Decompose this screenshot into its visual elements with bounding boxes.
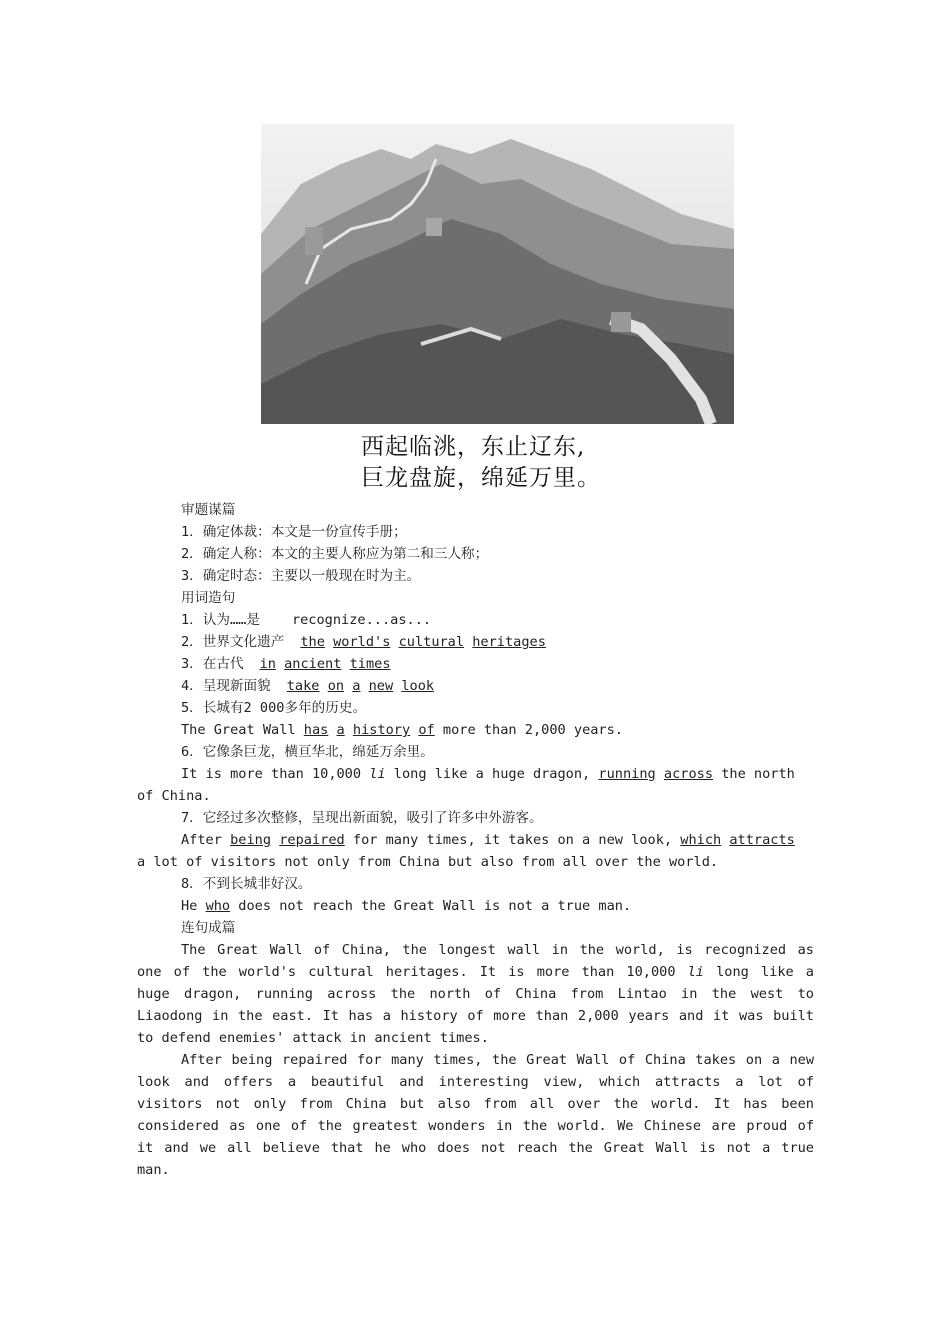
text-span: The Great Wall [181, 722, 304, 738]
text-span: one of the world's cultural heritages. It is more than 10,000 [137, 964, 688, 980]
essay-p1-line: huge dragon, running across the north of China from Lintao in the west to [137, 986, 814, 1002]
vocab-heading: 用词造句 [181, 590, 236, 606]
sentence-6-en [181, 763, 795, 785]
sentence-6-en-cont: of China. [137, 788, 211, 804]
sentence-6-cn: 6．它像条巨龙，横亘华北，绵延万余里。 [181, 744, 434, 760]
underlined-word: repaired [279, 832, 345, 848]
phrase-3-word: ancient [284, 656, 342, 672]
essay-p2-line: After being repaired for many times, the Great Wall of China takes on a new [181, 1052, 814, 1068]
essay-p2-line: visitors not only from China but also from all over the world. It has been [137, 1096, 814, 1112]
phrase-2-cn: 2．世界文化遗产 [181, 634, 285, 650]
underlined-word: being [230, 832, 272, 848]
phrase-2-word: cultural [398, 634, 465, 650]
text-span: more than 2,000 years. [434, 722, 623, 738]
phrase-4-word: look [401, 678, 435, 694]
essay-p2-line: look and offers a beautiful and interesting view, which attracts a lot of [137, 1074, 814, 1090]
analysis-item: 2．确定人称：本文的主要人称应为第二和三人称； [181, 546, 489, 562]
sentence-7-en [181, 829, 795, 851]
figure-caption-line2: 巨龙盘旋，绵延万里。 [361, 465, 601, 491]
underlined-word: a [336, 722, 345, 738]
underlined-word: has [303, 722, 329, 738]
italic-word: li [369, 766, 386, 782]
phrase-3-word: in [259, 656, 276, 672]
underlined-word: who [205, 898, 231, 914]
essay-p2-line: considered as one of the greatest wonders in the world. We Chinese are proud of [137, 1118, 814, 1134]
essay-heading: 连句成篇 [181, 920, 236, 936]
figure-caption-line1: 西起临洮，东止辽东, [361, 434, 586, 460]
essay-p2-line: man. [137, 1162, 170, 1178]
text-span: He [181, 898, 206, 914]
sentence-8-en [181, 895, 631, 917]
underlined-word: history [352, 722, 411, 738]
sentence-5-en [181, 719, 623, 741]
analysis-item: 3．确定时态：主要以一般现在时为主。 [181, 568, 421, 584]
phrase-4-word: new [368, 678, 394, 694]
phrase-4-word: take [286, 678, 320, 694]
essay-p1-line: Liaodong in the east. It has a history of more than 2,000 years and it was built [137, 1008, 814, 1024]
text-span: the north [713, 766, 795, 782]
phrase-1 [181, 609, 431, 631]
sentence-8-cn: 8．不到长城非好汉。 [181, 876, 312, 892]
essay-p1-line [137, 961, 814, 983]
text-span: long like a [704, 964, 814, 980]
phrase-2-word: heritages [472, 634, 546, 650]
text-span: After [181, 832, 231, 848]
phrase-1-en: recognize...as... [291, 612, 432, 628]
phrase-4-word: a [352, 678, 361, 694]
phrase-4-cn: 4．呈现新面貌 [181, 678, 271, 694]
underlined-word: of [418, 722, 435, 738]
phrase-2-word: world's [333, 634, 391, 650]
phrase-2 [181, 631, 546, 653]
essay-p2-line: it and we all believe that he who does not reach the Great Wall is not a true [137, 1140, 814, 1156]
great-wall-photo [261, 124, 734, 424]
phrase-3 [181, 653, 391, 675]
underlined-word: across [663, 766, 714, 782]
italic-word: li [687, 964, 704, 980]
analysis-item: 1．确定体裁：本文是一份宣传手册； [181, 524, 407, 540]
essay-p1-line: The Great Wall of China, the longest wall in the world, is recognized as [181, 942, 814, 958]
underlined-word: running [598, 766, 656, 782]
text-span: for many times, it takes on a new look, [344, 832, 681, 848]
analysis-heading: 审题谋篇 [181, 502, 236, 518]
sentence-7-cn: 7．它经过多次整修，呈现出新面貌，吸引了许多中外游客。 [181, 810, 543, 826]
text-span: It is more than 10,000 [181, 766, 370, 782]
phrase-3-word: times [349, 656, 391, 672]
essay-p1-line: to defend enemies' attack in ancient times. [137, 1030, 489, 1046]
phrase-4-word: on [327, 678, 345, 694]
sentence-5-cn: 5．长城有2 000多年的历史。 [181, 700, 367, 716]
phrase-1-cn: 1．认为……是 [181, 612, 260, 628]
phrase-3-cn: 3．在古代 [181, 656, 244, 672]
text-span: does not reach the Great Wall is not a true man. [230, 898, 632, 914]
sentence-7-en-cont: a lot of visitors not only from China but also from all over the world. [137, 854, 719, 870]
underlined-word: which [680, 832, 722, 848]
text-span: long like a huge dragon, [385, 766, 599, 782]
phrase-2-word: the [300, 634, 325, 650]
phrase-4 [181, 675, 434, 697]
underlined-word: attracts [729, 832, 795, 848]
